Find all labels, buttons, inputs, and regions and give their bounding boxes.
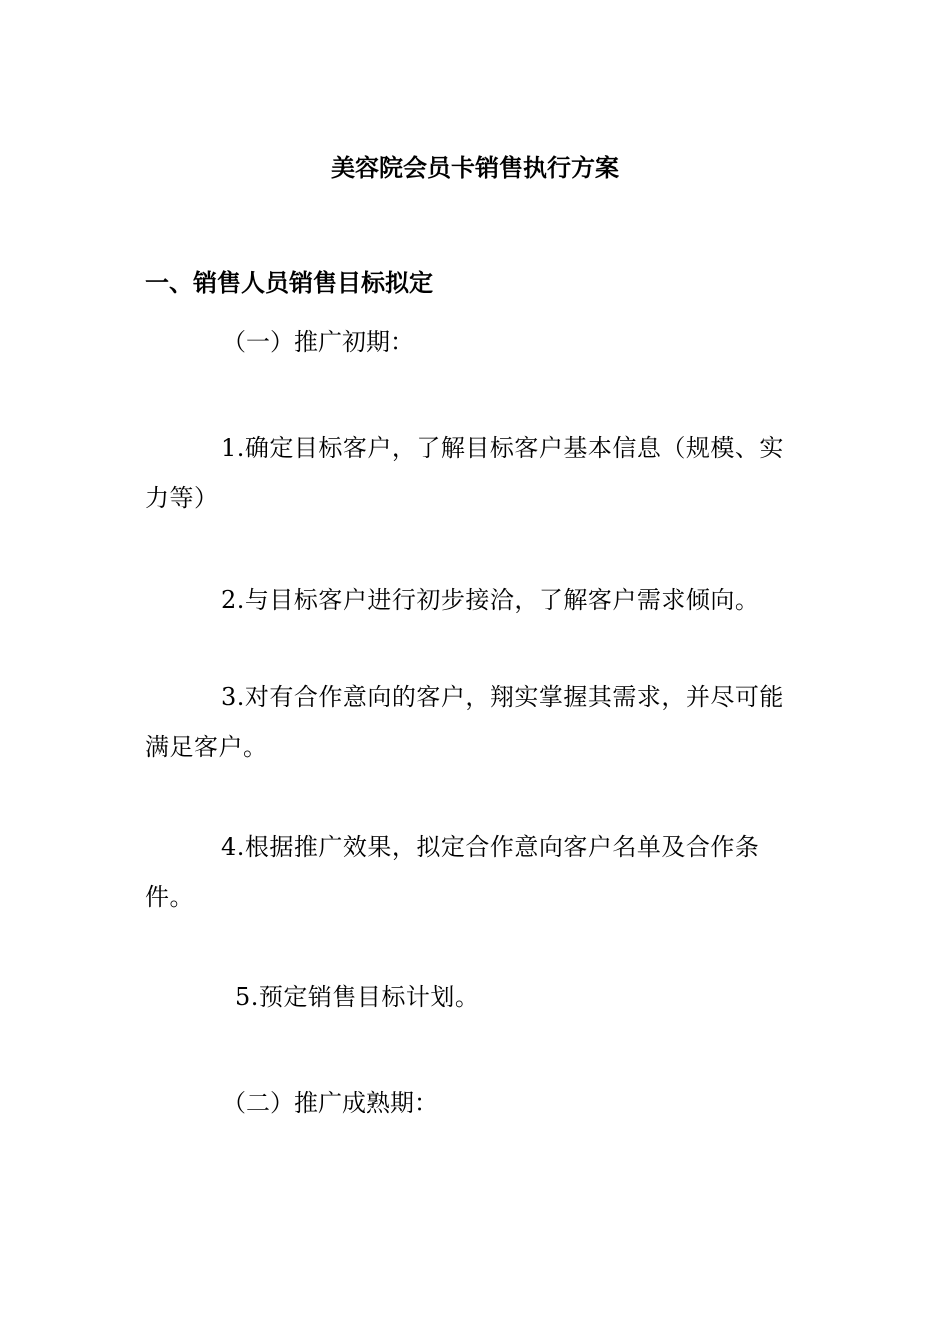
- list-item-1: 1.确定目标客户，了解目标客户基本信息（规模、实力等）: [145, 434, 784, 512]
- list-item-3: 3.对有合作意向的客户，翔实掌握其需求，并尽可能满足客户。: [145, 683, 784, 761]
- phase2-label: （二）推广成熟期：: [222, 1089, 438, 1117]
- list-item-4: 4.根据推广效果，拟定合作意向客户名单及合作条件。: [145, 833, 760, 911]
- document-title: 美容院会员卡销售执行方案: [331, 153, 619, 182]
- section-heading: 一、销售人员销售目标拟定: [145, 268, 433, 297]
- list-item-5: 5.预定销售目标计划。: [235, 983, 480, 1011]
- phase1-label: （一）推广初期：: [222, 328, 414, 356]
- list-item-2: 2.与目标客户进行初步接洽，了解客户需求倾向。: [221, 586, 760, 614]
